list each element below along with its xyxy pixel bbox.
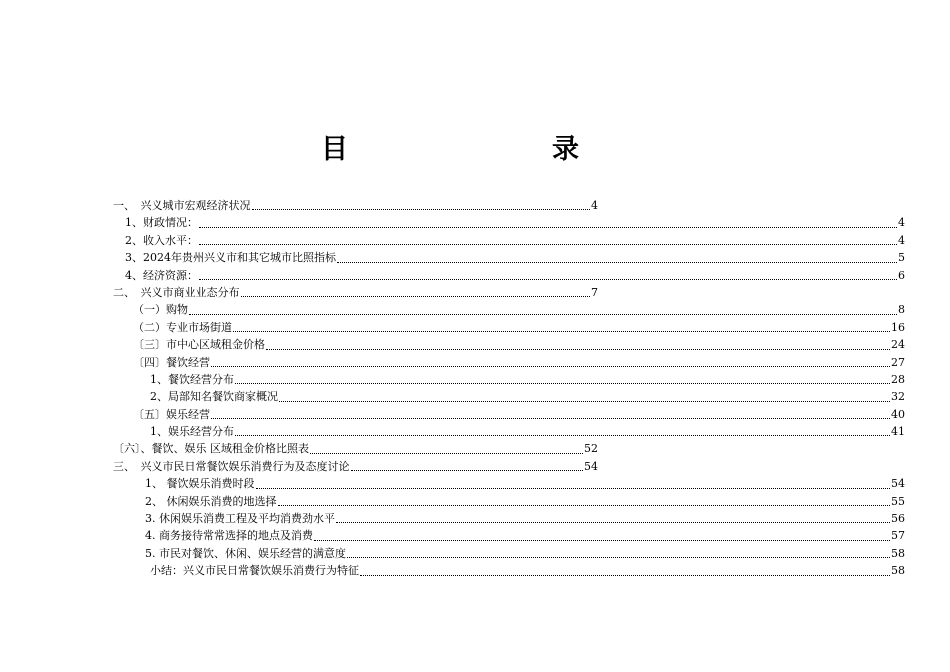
toc-leader-dots	[336, 522, 890, 523]
toc-leader-dots	[199, 279, 897, 280]
toc-entry-page: 57	[891, 529, 905, 543]
toc-entry[interactable]	[113, 354, 905, 371]
table-of-contents	[113, 197, 905, 580]
toc-entry-page: 58	[891, 564, 905, 578]
toc-leader-dots	[189, 314, 897, 315]
toc-entry-label: （一）购物	[133, 303, 188, 317]
toc-entry-page: 55	[891, 494, 905, 508]
toc-entry-label: 1、娱乐经营分布	[150, 425, 234, 439]
toc-leader-dots	[310, 453, 583, 454]
toc-leader-dots	[211, 366, 890, 367]
toc-leader-dots	[199, 244, 897, 245]
toc-entry-page: 4	[898, 216, 905, 230]
toc-leader-dots	[351, 470, 584, 471]
toc-leader-dots	[252, 209, 591, 210]
toc-entry[interactable]	[113, 493, 905, 510]
toc-entry-label: 1、 餐饮娱乐消费时段	[145, 477, 255, 491]
toc-entry-label: 2、收入水平：	[125, 233, 198, 247]
toc-leader-dots	[337, 262, 897, 263]
toc-entry-page: 54	[891, 477, 905, 491]
toc-entry[interactable]	[113, 562, 905, 579]
toc-leader-dots	[256, 488, 891, 489]
toc-entry[interactable]	[113, 475, 905, 492]
toc-entry-label: 〔五〕娱乐经营	[133, 407, 210, 421]
toc-leader-dots	[266, 349, 890, 350]
toc-entry-page: 56	[891, 512, 905, 526]
toc-entry-page: 52	[584, 442, 598, 456]
toc-entry-label: 2、局部知名餐饮商家概况	[150, 390, 278, 404]
toc-entry[interactable]	[113, 214, 905, 231]
toc-entry-label: 3. 休闲娱乐消费工程及平均消费劲水平	[145, 512, 335, 526]
toc-entry[interactable]	[113, 284, 598, 301]
toc-leader-dots	[233, 331, 890, 332]
toc-entry[interactable]	[113, 423, 905, 440]
toc-entry[interactable]	[113, 232, 905, 249]
toc-entry-label: 4、经济资源：	[125, 268, 198, 282]
toc-entry-label: 1、财政情况：	[125, 216, 198, 230]
toc-entry-label: 〔三〕市中心区域租金价格	[133, 338, 265, 352]
toc-entry-label: 小结：兴义市民日常餐饮娱乐消费行为特征	[150, 564, 359, 578]
toc-entry[interactable]	[113, 406, 905, 423]
toc-entry[interactable]	[113, 510, 905, 527]
toc-entry[interactable]	[113, 545, 905, 562]
toc-entry-page: 40	[891, 407, 905, 421]
toc-entry-page: 4	[898, 233, 905, 247]
toc-entry-page: 6	[898, 268, 905, 282]
toc-entry-page: 28	[891, 372, 905, 386]
toc-entry-page: 32	[891, 390, 905, 404]
toc-entry[interactable]	[113, 197, 598, 214]
toc-leader-dots	[235, 383, 890, 384]
toc-entry[interactable]	[113, 440, 598, 457]
toc-entry[interactable]	[113, 527, 905, 544]
toc-entry-label: 一、 兴义城市宏观经济状况	[113, 199, 251, 212]
toc-entry[interactable]	[113, 336, 905, 353]
toc-entry[interactable]	[113, 388, 905, 405]
toc-entry-label: （二）专业市场街道	[133, 320, 232, 334]
toc-entry[interactable]	[113, 319, 905, 336]
toc-entry-label: 二、 兴义市商业业态分布	[113, 285, 240, 299]
toc-entry-page: 16	[891, 320, 905, 334]
toc-entry-page: 41	[891, 425, 905, 439]
page-title: 目 录	[321, 134, 629, 165]
toc-leader-dots	[347, 557, 890, 558]
toc-entry-label: 4. 商务接待常常选择的地点及消费	[145, 529, 313, 543]
toc-entry[interactable]	[113, 249, 905, 266]
toc-entry-page: 27	[891, 355, 905, 369]
toc-leader-dots	[279, 401, 890, 402]
toc-entry-label: 1、餐饮经营分布	[150, 372, 234, 386]
toc-entry-page: 5	[898, 251, 905, 265]
toc-entry[interactable]	[113, 371, 905, 388]
toc-leader-dots	[241, 296, 591, 297]
toc-entry[interactable]	[113, 267, 905, 284]
toc-entry-page: 8	[898, 303, 905, 317]
toc-leader-dots	[199, 227, 897, 228]
toc-leader-dots	[211, 418, 890, 419]
toc-entry-label: 2、 休闲娱乐消费的地选择	[145, 494, 277, 508]
toc-entry-label: 5. 市民对餐饮、休闲、娱乐经营的满意度	[145, 546, 346, 560]
toc-entry-label: 〔四〕餐饮经营	[133, 355, 210, 369]
toc-entry-label: 3、2024年贵州兴义市和其它城市比照指标	[125, 251, 336, 265]
toc-entry-page: 54	[584, 459, 598, 473]
toc-entry-label: 三、 兴义市民日常餐饮娱乐消费行为及态度讨论	[113, 459, 350, 473]
toc-entry-label: 〔六〕、餐饮、娱乐 区域租金价格比照表	[113, 442, 309, 456]
toc-entry-page: 4	[591, 199, 598, 212]
toc-entry[interactable]	[113, 301, 905, 318]
toc-leader-dots	[235, 435, 890, 436]
toc-entry-page: 24	[891, 338, 905, 352]
toc-leader-dots	[360, 575, 890, 576]
toc-entry-page: 7	[591, 285, 598, 299]
toc-leader-dots	[278, 505, 891, 506]
toc-leader-dots	[314, 540, 890, 541]
toc-entry[interactable]	[113, 458, 598, 475]
toc-entry-page: 58	[891, 546, 905, 560]
